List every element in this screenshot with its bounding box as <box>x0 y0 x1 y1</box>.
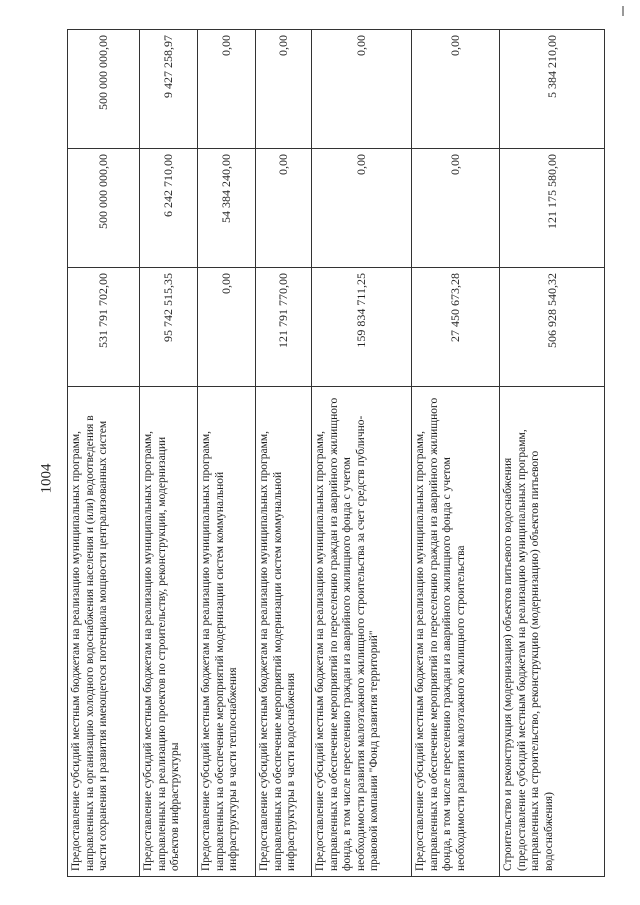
row-description: Предоставление субсидий местным бюджетам на реализацию муниципальных программ, направленных на обеспечение мероприятий по переселению граждан из аварийного жилищного фонда, в том числе переселению граждан из аварийного жилищного фонда с учетом необходимости развития малоэтажного жилищного строительства за счет средств публично-правовой компании "Фонд развития территорий" <box>312 387 412 877</box>
budget-table <box>67 29 605 877</box>
page-number-text: 1004 <box>38 463 55 493</box>
value-year-1: 159 834 711,25 <box>312 268 412 387</box>
value-year-2: 0,00 <box>256 149 312 268</box>
value-year-3: 0,00 <box>256 30 312 149</box>
table-row <box>198 30 256 877</box>
value-year-1: 121 791 770,00 <box>256 268 312 387</box>
value-year-2: 54 384 240,00 <box>198 149 256 268</box>
value-year-2: 0,00 <box>312 149 412 268</box>
row-description: Предоставление субсидий местным бюджетам на реализацию муниципальных программ, направленных на организацию холодного водоснабжения населения и (или) водоотведения в части сохранения и развития имеющегося потенциала мощности централизованных систем <box>68 387 140 877</box>
value-year-1: 531 791 702,00 <box>68 268 140 387</box>
value-year-2: 6 242 710,00 <box>140 149 198 268</box>
value-year-1: 95 742 515,35 <box>140 268 198 387</box>
value-year-1: 27 450 673,28 <box>412 268 500 387</box>
budget-table-rotated <box>67 29 604 877</box>
table-row <box>256 30 312 877</box>
table-row <box>312 30 412 877</box>
page-number <box>32 458 62 498</box>
value-year-1: 506 928 540,32 <box>500 268 605 387</box>
row-description: Предоставление субсидий местным бюджетам на реализацию муниципальных программ, направленных на обеспечение мероприятий модернизации систем коммунальной инфраструктуры в части теплоснабжения <box>198 387 256 877</box>
table-row <box>140 30 198 877</box>
value-year-3: 9 427 258,97 <box>140 30 198 149</box>
table-row <box>68 30 140 877</box>
row-description: Строительство и реконструкция (модернизация) объектов питьевого водоснабжения (предоставление субсидий местным бюджетам на реализацию муниципальных программ, направленных на строительство, реконструкцию (модернизацию) объектов питьевого водоснабжения) <box>500 387 605 877</box>
table-row <box>412 30 500 877</box>
row-description: Предоставление субсидий местным бюджетам на реализацию муниципальных программ, направленных на обеспечение мероприятий модернизации систем коммунальной инфраструктуры в части водоснабжения <box>256 387 312 877</box>
value-year-2: 500 000 000,00 <box>68 149 140 268</box>
scan-mark <box>622 6 624 16</box>
value-year-3: 0,00 <box>198 30 256 149</box>
table-row <box>500 30 605 877</box>
value-year-3: 0,00 <box>312 30 412 149</box>
value-year-3: 0,00 <box>412 30 500 149</box>
value-year-3: 500 000 000,00 <box>68 30 140 149</box>
value-year-2: 0,00 <box>412 149 500 268</box>
row-description: Предоставление субсидий местным бюджетам на реализацию муниципальных программ, направленных на реализацию проектов по строительству, реконструкции, модернизации объектов инфраструктуры <box>140 387 198 877</box>
value-year-1: 0,00 <box>198 268 256 387</box>
row-description: Предоставление субсидий местным бюджетам на реализацию муниципальных программ, направленных на обеспечение мероприятий по переселению граждан из аварийного жилищного фонда, в том числе переселению граждан из аварийного жилищного фонда с учетом необходимости развития малоэтажного жилищного строительства <box>412 387 500 877</box>
value-year-2: 121 175 580,00 <box>500 149 605 268</box>
value-year-3: 5 384 210,00 <box>500 30 605 149</box>
